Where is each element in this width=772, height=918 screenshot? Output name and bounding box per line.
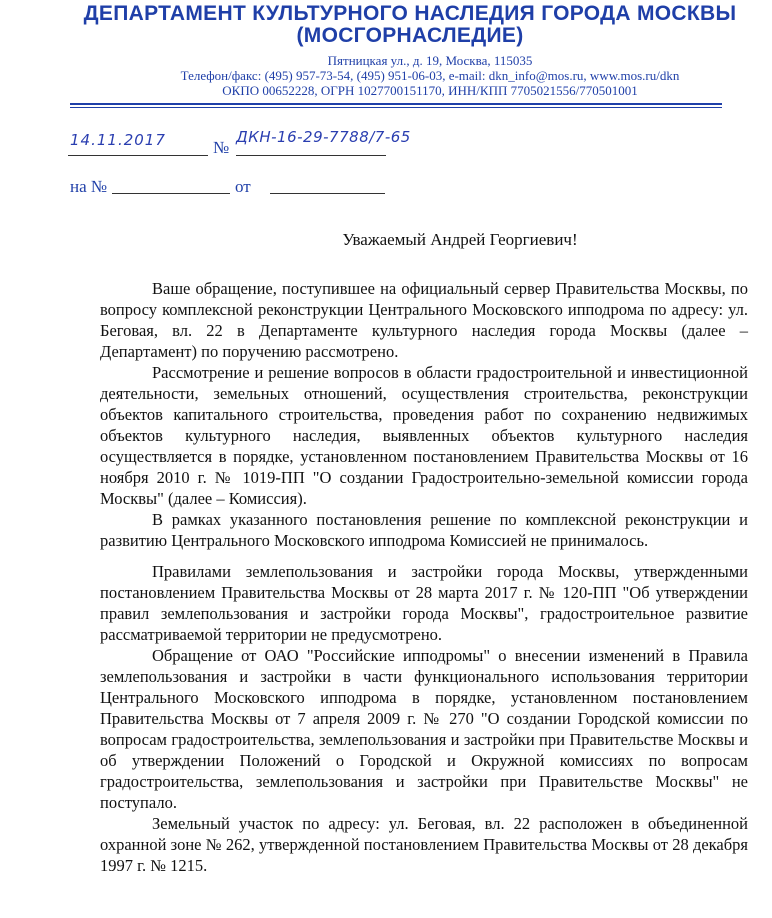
paragraph: В рамках указанного постановления решение по комплексной реконструкции и развитию Центрального Московского ипподрома Комиссией не принималось. bbox=[100, 510, 748, 550]
letterhead-rule-thin bbox=[70, 107, 722, 108]
handwritten-number: ДКН-16-29-7788/7-65 bbox=[236, 128, 411, 146]
reference-date-label: от bbox=[235, 177, 251, 196]
paragraph: Земельный участок по адресу: ул. Беговая, вл. 22 расположен в объединенной охранной зоне № 262, утвержденной постановлением Правительства Москвы от 28 декабря 1997 г. № 1215. bbox=[100, 814, 748, 875]
paragraph: Ваше обращение, поступившее на официальный сервер Правительства Москвы, по вопросу комплексной реконструкции Центрального Московского ипподрома по адресу: ул. Беговая, вл. 22 в Департаменте культурного наследия города Москвы (далее – Департамент) по поручению рассмотрено. bbox=[100, 279, 748, 361]
letterhead-title: ДЕПАРТАМЕНТ КУЛЬТУРНОГО НАСЛЕДИЯ ГОРОДА МОСКВЫ bbox=[83, 2, 737, 25]
letterhead-address: Пятницкая ул., д. 19, Москва, 115035 bbox=[327, 53, 533, 68]
handwritten-date: 14.11.2017 bbox=[70, 131, 166, 149]
letterhead-codes: ОКПО 00652228, ОГРН 1027700151170, ИНН/КПП 7705021556/770501001 bbox=[222, 83, 638, 98]
letterhead-subtitle: (МОСГОРНАСЛЕДИЕ) bbox=[296, 24, 524, 47]
letterhead-rule-thick bbox=[70, 103, 722, 105]
paragraph: Рассмотрение и решение вопросов в области градостроительной и инвестиционной деятельности, земельных отношений, осуществления строительства, реконструкции объектов капитального строительства, проведения работ по сохранению недвижимых объектов культурного наследия, выявленных объектов культурного наследия осуществляется в порядке, установленном постановлением Правительства Москвы от 16 ноября 2010 г. № 1019-ПП "О создании Градостроительно-земельной комиссии города Москвы" (далее – Комиссия). bbox=[100, 363, 748, 508]
number-label: № bbox=[213, 138, 230, 157]
letter-body bbox=[100, 278, 748, 876]
paragraph: Правилами землепользования и застройки города Москвы, утвержденными постановлением Правительства Москвы от 28 марта 2017 г. № 120-ПП "Об утверждении правил землепользования и застройки города Москвы", градостроительное развитие рассматриваемой территории не предусмотрено. bbox=[100, 562, 748, 644]
reference-date-line bbox=[270, 193, 385, 194]
letterhead-contacts: Телефон/факс: (495) 957-73-54, (495) 951-06-03, e-mail: dkn_info@mos.ru, www.mos.ru/dkn bbox=[180, 68, 680, 83]
paragraph: Обращение от ОАО "Российские ипподромы" о внесении изменений в Правила землепользования и застройки в части функционального использования территории Центрального Московского ипподрома в порядке, установленном постановлением Правительства Москвы от 7 апреля 2009 г. № 270 "О создании Городской комиссии по вопросам градостроительства, землепользования и застройки при Правительстве Москвы и об утверждении Положений о Городской и Окружной комиссиях по вопросам градостроительства, землепользования и застройки при Правительстве Москвы" не поступало. bbox=[100, 646, 748, 812]
reference-number-label: на № bbox=[70, 177, 108, 196]
salutation: Уважаемый Андрей Георгиевич! bbox=[342, 230, 578, 249]
number-underline bbox=[236, 155, 386, 156]
date-underline bbox=[68, 155, 208, 156]
reference-number-line bbox=[112, 193, 230, 194]
